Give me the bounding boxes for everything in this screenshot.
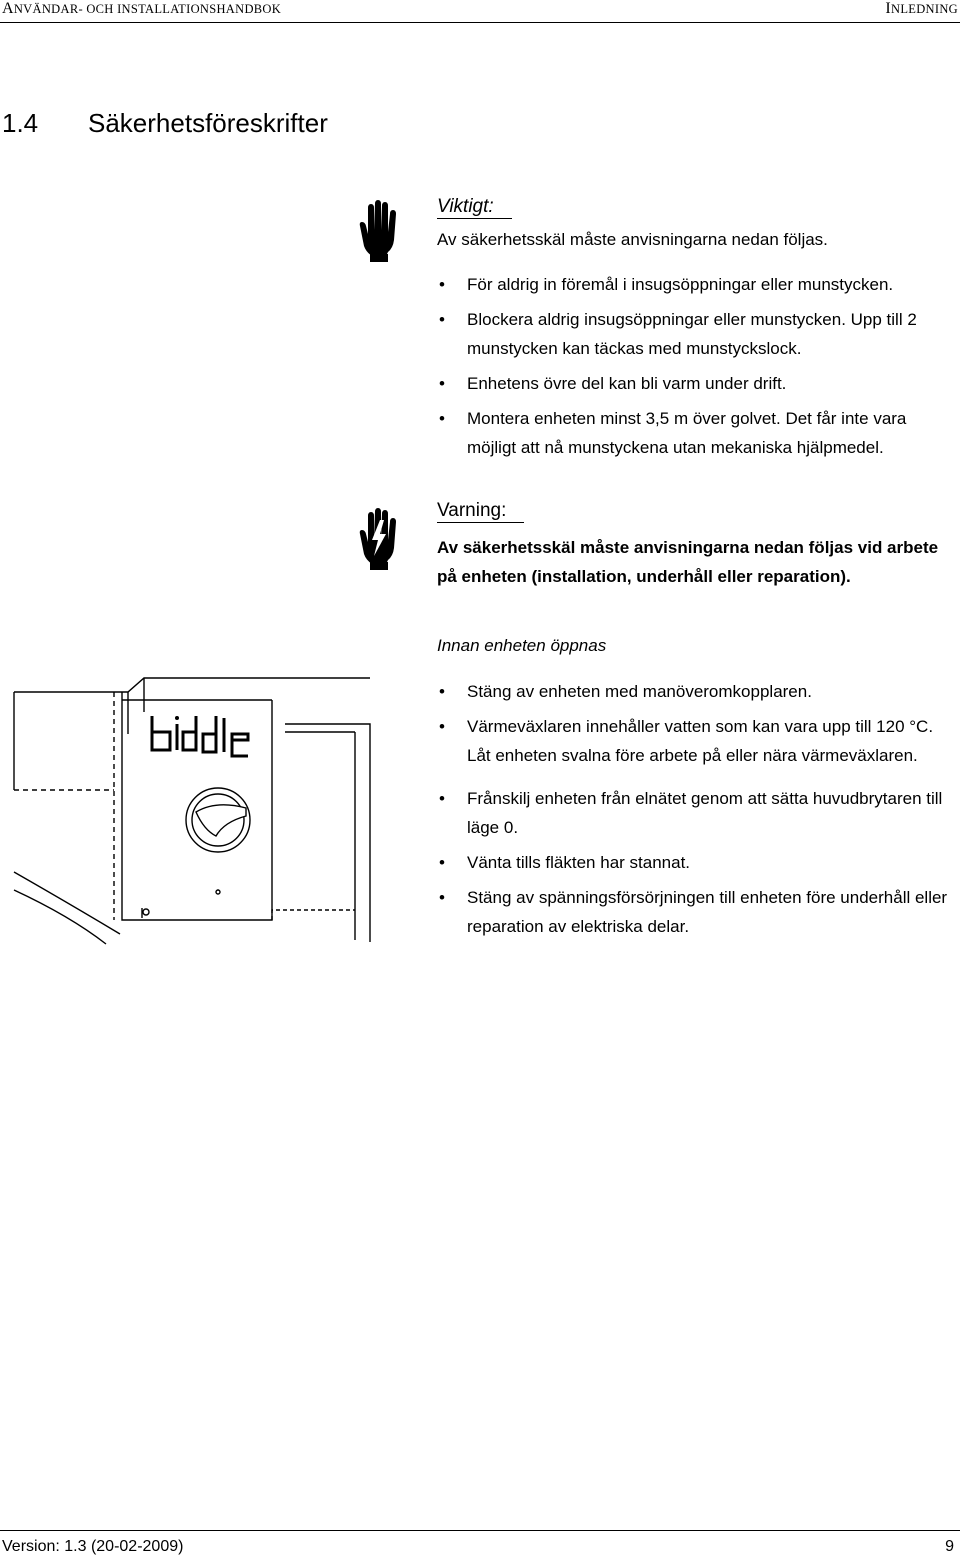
list-item: • Stäng av enheten med manöveromkopplaren.	[437, 677, 952, 706]
list-item: • Frånskilj enheten från elnätet genom att sätta huvudbrytaren till läge 0.	[437, 784, 952, 842]
warning-label: Varning:	[437, 500, 524, 523]
footer-rule	[0, 1530, 960, 1531]
warning-list	[437, 677, 952, 941]
section-title	[2, 108, 328, 139]
important-list	[437, 270, 960, 462]
important-intro: Av säkerhetsskäl måste anvisningarna nedan följas.	[437, 230, 828, 249]
list-item: • Värmeväxlaren innehåller vatten som kan vara upp till 120 °C. Låt enheten svalna före arbete på eller nära värmeväxlaren.	[437, 712, 952, 770]
list-item: • Montera enheten minst 3,5 m över golvet. Det får inte vara möjligt att nå munstyckena utan mekaniska hjälpmedel.	[437, 404, 960, 462]
list-item: • För aldrig in föremål i insugsöppningar eller munstycken.	[437, 270, 960, 299]
warning-intro: Av säkerhetsskäl måste anvisningarna nedan följas vid arbete på enheten (installation, underhåll eller reparation).	[437, 538, 939, 586]
running-header-left: ANVÄNDAR- OCH INSTALLATIONSHANDBOK	[2, 0, 282, 17]
header-rule	[0, 22, 960, 23]
hand-stop-icon	[350, 200, 402, 267]
main-switch-illustration	[10, 672, 380, 953]
section-number: 1.4	[2, 108, 39, 138]
warning-subheading: Innan enheten öppnas	[437, 636, 607, 655]
section-title-text: Säkerhetsföreskrifter	[88, 108, 328, 138]
footer-version: Version: 1.3 (20-02-2009)	[2, 1538, 184, 1555]
important-label: Viktigt:	[437, 196, 512, 219]
list-item: • Vänta tills fläkten har stannat.	[437, 848, 952, 877]
list-item: • Blockera aldrig insugsöppningar eller munstycken. Upp till 2 munstycken kan täckas med munstyckslock.	[437, 305, 960, 363]
hand-lightning-icon	[350, 508, 402, 575]
page-number: 9	[945, 1538, 954, 1555]
list-item: • Enhetens övre del kan bli varm under drift.	[437, 369, 960, 398]
running-header-right: INLEDNING	[885, 0, 958, 17]
list-item: • Stäng av spänningsförsörjningen till enheten före underhåll eller reparation av elektriska delar.	[437, 883, 952, 941]
